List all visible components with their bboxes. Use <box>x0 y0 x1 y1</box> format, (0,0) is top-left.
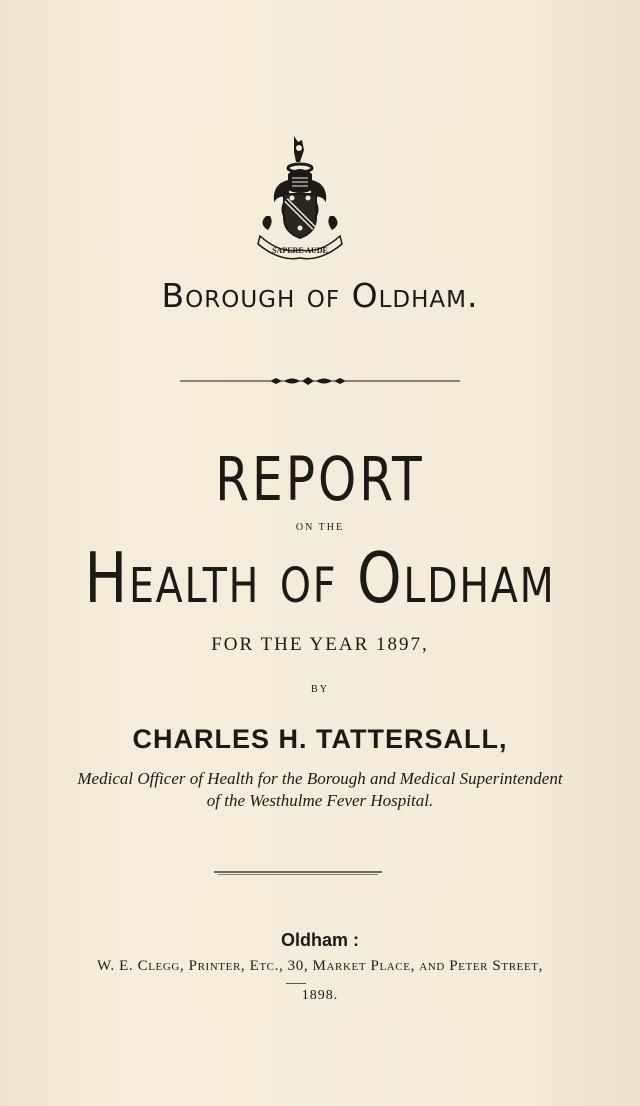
place-of-publication: Oldham : <box>280 930 359 950</box>
publication-date: 1898. <box>301 988 339 1003</box>
description-line-1: Medical Officer of Health for the Borough and Medical Superintendent <box>77 769 563 788</box>
author-name: CHARLES H. TATTERSALL, <box>132 724 508 754</box>
short-rule <box>286 983 306 984</box>
crest-motto: SAPERE AUDE <box>272 246 328 255</box>
author-description <box>0 768 640 812</box>
double-rule-icon <box>214 870 382 876</box>
oldham-coat-of-arms-icon <box>250 132 350 262</box>
printer-line: W. E. Clegg, Printer, Etc., 30, Market Place, and Peter Street, <box>97 958 543 974</box>
ornamental-rule-icon <box>180 374 460 388</box>
report-year: FOR THE YEAR 1897, <box>211 634 429 655</box>
health-title: Health of Oldham <box>84 538 556 619</box>
report-heading: REPORT <box>215 444 425 515</box>
on-the-text: ON THE <box>295 522 345 533</box>
by-text: BY <box>311 684 329 695</box>
description-line-2: of the Westhulme Fever Hospital. <box>206 791 434 810</box>
borough-title: Borough of Oldham. <box>161 276 479 315</box>
